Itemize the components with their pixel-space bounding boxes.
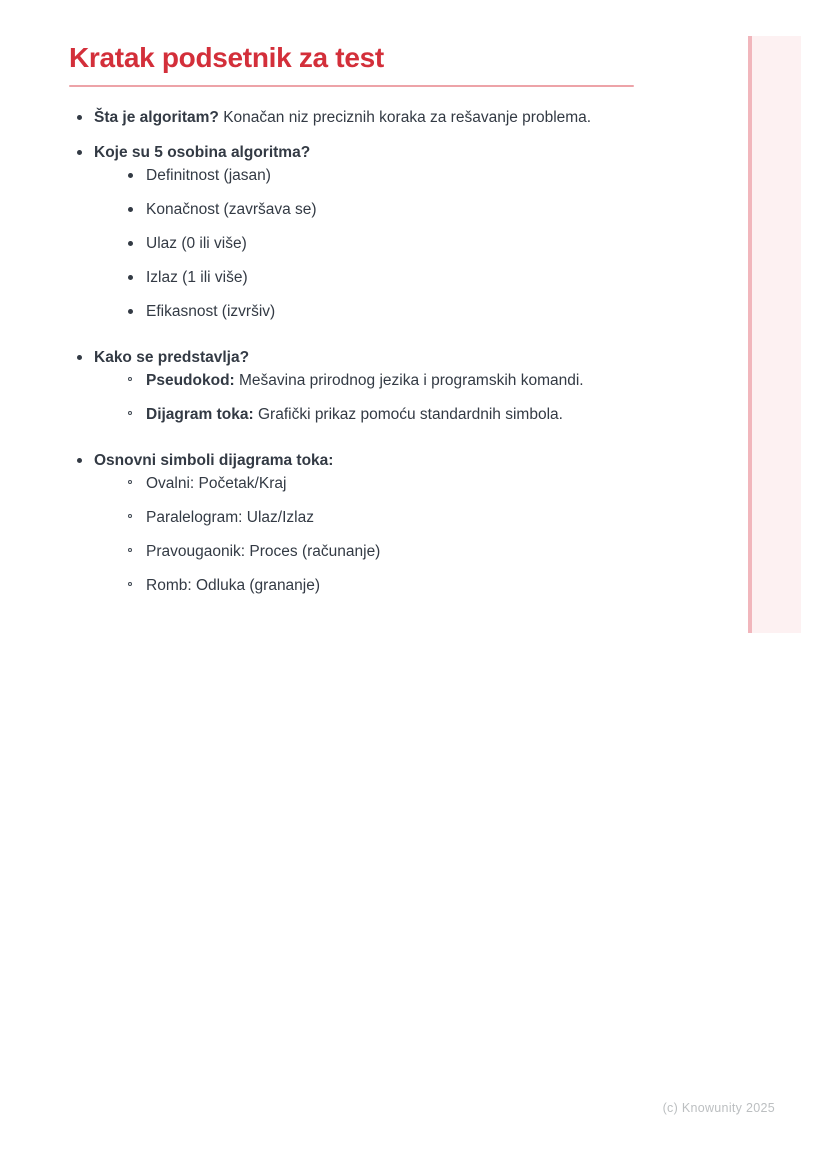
list-item	[120, 198, 635, 221]
properties-sublist	[94, 164, 635, 334]
list-item-text: Romb: Odluka (grananje)	[146, 577, 321, 594]
bullet-circle-icon	[128, 548, 132, 552]
list-item-properties	[69, 141, 635, 334]
bullet-circle-icon	[128, 582, 132, 586]
symbols-sublist	[94, 472, 635, 608]
list-item-term: Osnovni simboli dijagrama toka:	[94, 452, 334, 469]
list-item-text: Izlaz (1 ili više)	[146, 269, 248, 286]
list-item-symbols	[69, 449, 635, 608]
copyright-footer: (c) Knowunity 2025	[662, 1101, 775, 1115]
list-item	[120, 540, 635, 563]
list-item-text: Ovalni: Početak/Kraj	[146, 475, 287, 492]
bullet-circle-icon	[128, 514, 132, 518]
list-item-text: Paralelogram: Ulaz/Izlaz	[146, 509, 314, 526]
bullet-circle-icon	[128, 480, 132, 484]
bullet-disc-icon	[77, 355, 82, 360]
title-divider	[69, 85, 634, 87]
bullet-circle-icon	[128, 411, 132, 415]
list-item-term: Kako se predstavlja?	[94, 349, 250, 366]
list-item	[120, 403, 635, 426]
bullet-disc-icon	[128, 241, 133, 246]
representation-sublist	[94, 369, 635, 437]
bullet-disc-icon	[77, 115, 82, 120]
bullet-disc-icon	[77, 458, 82, 463]
list-item-text: Konačnost (završava se)	[146, 201, 317, 218]
page-title: Kratak podsetnik za test	[69, 42, 384, 73]
bullet-circle-icon	[128, 377, 132, 381]
bullet-disc-icon	[128, 173, 133, 178]
list-item-text: Pravougaonik: Proces (računanje)	[146, 543, 381, 560]
list-item-text: Konačan niz preciznih koraka za rešavanje problema.	[218, 109, 592, 126]
bullet-disc-icon	[128, 275, 133, 280]
list-item-term: Pseudokod:	[146, 372, 235, 389]
list-item-text: Ulaz (0 ili više)	[146, 235, 247, 252]
bullet-disc-icon	[77, 150, 82, 155]
list-item	[120, 369, 635, 392]
list-item-what-is	[69, 106, 635, 129]
list-item-term: Šta je algoritam?	[94, 109, 219, 126]
list-item-term: Koje su 5 osobina algoritma?	[94, 144, 311, 161]
bullet-disc-icon	[128, 207, 133, 212]
list-item	[120, 266, 635, 289]
list-item	[120, 232, 635, 255]
list-item-text: Efikasnost (izvršiv)	[146, 303, 276, 320]
list-item	[120, 506, 635, 529]
list-item-representation	[69, 346, 635, 437]
list-item	[120, 472, 635, 495]
list-item-term: Dijagram toka:	[146, 406, 254, 423]
list-item-text: Grafički prikaz pomoću standardnih simbola.	[253, 406, 563, 423]
list-item	[120, 164, 635, 187]
content-list	[69, 106, 635, 608]
list-item-text: Definitnost (jasan)	[146, 167, 271, 184]
page-accent-strip	[748, 36, 801, 633]
bullet-disc-icon	[128, 309, 133, 314]
list-item-text: Mešavina prirodnog jezika i programskih komandi.	[234, 372, 584, 389]
list-item	[120, 300, 635, 323]
list-item	[120, 574, 635, 597]
document-content	[69, 42, 635, 620]
